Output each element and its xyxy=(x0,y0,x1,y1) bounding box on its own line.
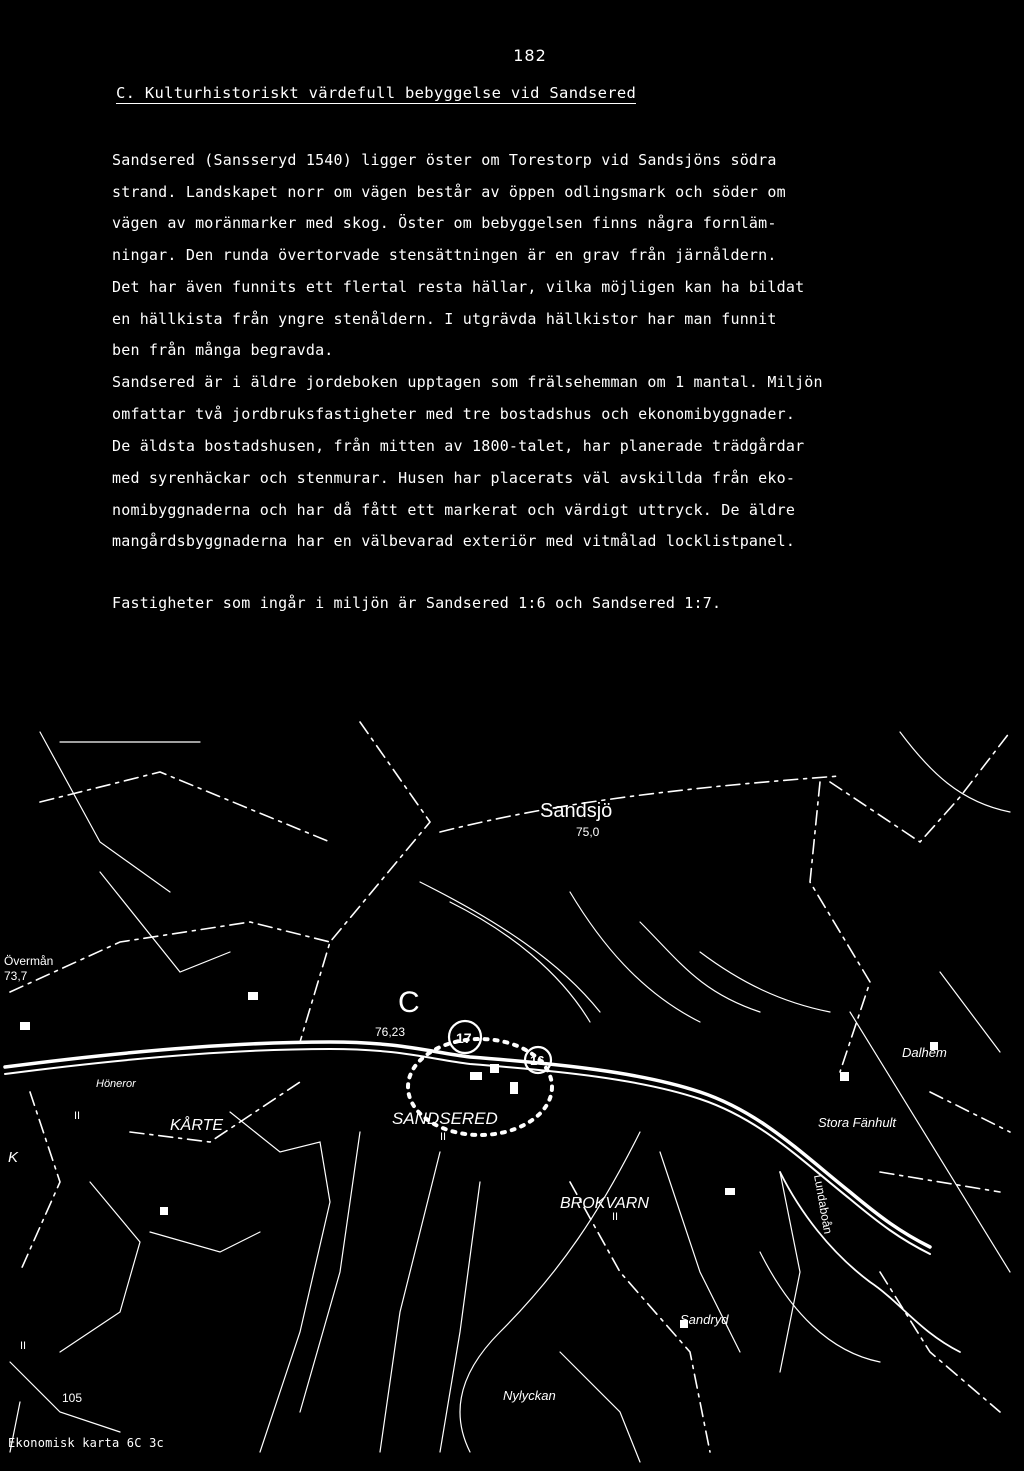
paragraph-line: med syrenhäckar och stenmurar. Husen har placerats väl avskillda från eko- xyxy=(112,469,796,487)
badge-16-label: 16 xyxy=(530,1053,545,1068)
building xyxy=(840,1072,849,1081)
paragraph-line: omfattar två jordbruksfastigheter med tre bostadshus och ekonomibyggnader. xyxy=(112,405,796,423)
place-dalhem: Dalhem xyxy=(902,1045,947,1060)
roman-numeral: II xyxy=(440,1131,447,1143)
paragraph-line: en hällkista från yngre stenåldern. I utgrävda hällkistor har man funnit xyxy=(112,310,777,328)
paragraph-line: ben från många begravda. xyxy=(112,341,334,359)
stream-name: Lundaboån xyxy=(811,1173,836,1236)
building xyxy=(20,1022,30,1030)
paragraph-line: vägen av moränmarker med skog. Öster om bebyggelsen finns några fornläm- xyxy=(112,214,777,232)
paragraph-line: Sandsered är i äldre jordeboken upptagen som frälsehemman om 1 mantal. Miljön xyxy=(112,373,823,391)
edge-label: K xyxy=(8,1149,19,1166)
building xyxy=(470,1072,482,1080)
paragraph-line: mangårdsbyggnaderna har en välbevarad exteriör med vitmålad locklistpanel. xyxy=(112,532,796,550)
lake-name: Sandsjö xyxy=(540,800,613,822)
boundary-line xyxy=(40,772,330,842)
place-overman: Övermån xyxy=(4,954,54,968)
place-karte: KÅRTE xyxy=(170,1117,224,1134)
boundary-line xyxy=(20,1092,60,1272)
paragraph-line: strand. Landskapet norr om vägen består av öppen odlingsmark och söder om xyxy=(112,183,786,201)
roman-numeral: II xyxy=(20,1340,27,1352)
map-caption: Ekonomisk karta 6C 3c xyxy=(8,1436,164,1450)
boundary-line xyxy=(830,732,1010,842)
boundary-line xyxy=(880,1272,1000,1412)
area-letter: C xyxy=(398,986,420,1019)
elevation-label: 73,7 xyxy=(4,969,28,983)
stream xyxy=(780,1172,960,1352)
place-sandryd: Sandryd xyxy=(680,1312,729,1327)
section-heading: C. Kulturhistoriskt värdefull bebyggelse vid Sandsered xyxy=(116,84,637,102)
boundary-line xyxy=(880,1172,1000,1192)
place-stora-fanhult: Stora Fänhult xyxy=(818,1115,897,1130)
place-honeror: Höneror xyxy=(96,1078,136,1090)
building xyxy=(248,992,258,1000)
paragraph-line: nomibyggnaderna och har då fått ett markerat och värdigt uttryck. De äldre xyxy=(112,501,796,519)
elevation-label: 76,23 xyxy=(375,1025,406,1039)
paragraph-line: De äldsta bostadshusen, från mitten av 1800-talet, har planerade trädgårdar xyxy=(112,437,805,455)
badge-17-label: 17 xyxy=(456,1030,472,1046)
building xyxy=(725,1188,735,1195)
boundary-line xyxy=(10,922,330,992)
boundary-line xyxy=(440,776,840,832)
roman-numeral: II xyxy=(74,1110,81,1122)
page-number: 182 xyxy=(513,46,547,65)
place-sandsered: SANDSERED xyxy=(392,1109,498,1128)
elevation-label: 105 xyxy=(62,1391,83,1405)
place-brokvarn: BROKVARN xyxy=(560,1195,649,1212)
property-note: Fastigheter som ingår i miljön är Sandsered 1:6 och Sandsered 1:7. xyxy=(112,594,722,612)
lake-elevation: 75,0 xyxy=(576,825,600,839)
building xyxy=(490,1064,499,1073)
roman-numeral: II xyxy=(612,1211,619,1223)
economic-map xyxy=(0,712,1024,1471)
main-road xyxy=(5,1042,930,1247)
paragraph-line: Det har även funnits ett flertal resta hällar, vilka möjligen kan ha bildat xyxy=(112,278,805,296)
building xyxy=(510,1082,518,1094)
paragraph-line: Sandsered (Sansseryd 1540) ligger öster om Torestorp vid Sandsjöns södra xyxy=(112,151,777,169)
place-nylyckan: Nylyckan xyxy=(503,1388,556,1403)
boundary-line xyxy=(930,1092,1010,1132)
boundary-line xyxy=(810,782,870,1072)
paragraph-line: ningar. Den runda övertorvade stensättningen är en grav från järnåldern. xyxy=(112,246,777,264)
building xyxy=(160,1207,168,1215)
